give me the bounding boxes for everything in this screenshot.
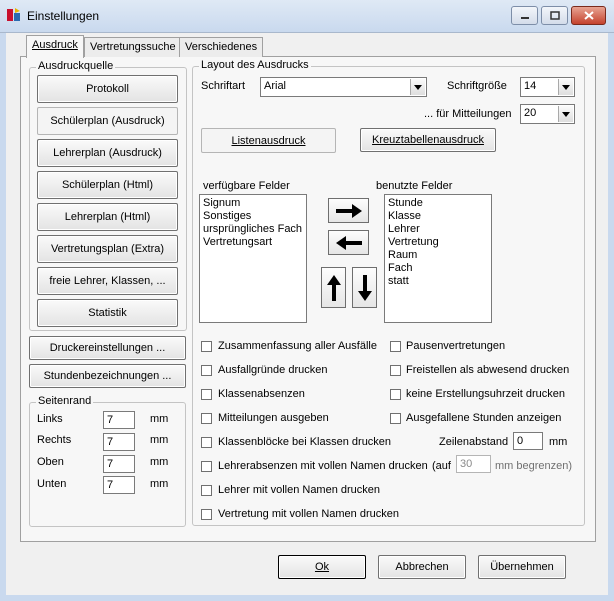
kreuztabellenausdruck-button[interactable] — [360, 128, 496, 152]
button-label: Abbrechen — [395, 561, 449, 573]
schriftart-select[interactable] — [260, 77, 427, 97]
schuelerplan-html-button[interactable] — [37, 171, 178, 199]
schuelerplan-ausdruck-button[interactable] — [37, 107, 178, 135]
lehrerplan-ausdruck-button[interactable] — [37, 139, 178, 167]
zusammenfassung-checkbox[interactable] — [201, 341, 212, 352]
arrow-down-icon — [357, 273, 373, 303]
list-item[interactable]: Klasse — [388, 210, 422, 222]
move-right-button[interactable] — [328, 198, 369, 223]
schriftgroesse-label: Schriftgröße — [447, 80, 507, 92]
mitteilungen-checkbox[interactable] — [201, 413, 212, 424]
button-label: Ok — [314, 561, 330, 573]
listenausdruck-button[interactable] — [201, 128, 336, 153]
button-label: Lehrerplan (Html) — [64, 211, 151, 223]
rechts-label: Rechts — [37, 434, 72, 446]
maximize-icon — [550, 11, 560, 20]
druckereinstellungen-button[interactable] — [29, 336, 186, 360]
auf-label: (auf — [432, 460, 451, 472]
schriftart-value: Arial — [264, 80, 287, 92]
unten-input[interactable]: 7 — [103, 476, 135, 494]
button-label: freie Lehrer, Klassen, ... — [49, 275, 166, 287]
arrow-up-icon — [326, 273, 342, 303]
schriftart-label: Schriftart — [201, 80, 246, 92]
button-label: Schülerplan (Ausdruck) — [50, 115, 165, 127]
rechts-unit: mm — [150, 434, 169, 446]
dropdown-arrow[interactable] — [558, 106, 573, 122]
tab-ausdruck[interactable] — [26, 35, 84, 58]
lehrerplan-html-button[interactable] — [37, 203, 178, 231]
tab-vertretungssuche[interactable] — [84, 37, 182, 57]
zeilenabstand-input[interactable]: 0 — [513, 432, 543, 450]
pausenvertretungen-checkbox[interactable] — [390, 341, 401, 352]
oben-label: Oben — [37, 456, 64, 468]
button-label: Schülerplan (Html) — [61, 179, 154, 191]
tab-label: Vertretungssuche — [90, 41, 176, 53]
freie-lehrer-button[interactable] — [37, 267, 178, 295]
list-item[interactable]: Raum — [388, 249, 418, 261]
list-item[interactable]: statt — [388, 275, 409, 287]
begrenzen-label: mm begrenzen) — [495, 460, 573, 472]
ausfallgruende-checkbox[interactable] — [201, 365, 212, 376]
benutzt-label: benutzte Felder — [376, 180, 453, 192]
move-left-button[interactable] — [328, 230, 369, 255]
verfuegbar-label: verfügbare Felder — [203, 180, 290, 192]
rechts-input[interactable]: 7 — [103, 433, 135, 451]
lehrer-namen-label: Lehrer mit vollen Namen drucken — [218, 484, 381, 496]
maximize-button[interactable] — [541, 6, 568, 25]
button-label: Druckereinstellungen ... — [49, 342, 166, 354]
erstellungsuhrzeit-label: keine Erstellungsuhrzeit drucken — [406, 388, 565, 400]
list-item[interactable]: Sonstiges — [203, 210, 252, 222]
ausgefallene-stunden-label: Ausgefallene Stunden anzeigen — [406, 412, 562, 424]
list-item[interactable]: Signum — [203, 197, 241, 209]
list-item[interactable]: Vertretungsart — [203, 236, 273, 248]
minimize-icon — [520, 12, 530, 20]
ausdruckquelle-label: Ausdruckquelle — [38, 60, 114, 72]
links-input[interactable]: 7 — [103, 411, 135, 429]
lehrerabsenzen-checkbox[interactable] — [201, 461, 212, 472]
links-unit: mm — [150, 413, 169, 425]
move-down-button[interactable] — [352, 267, 377, 308]
button-label: Übernehmen — [490, 561, 554, 573]
unten-label: Unten — [37, 478, 67, 490]
freistellen-checkbox[interactable] — [390, 365, 401, 376]
lehrer-namen-checkbox[interactable] — [201, 485, 212, 496]
protokoll-button[interactable] — [37, 75, 178, 103]
oben-input[interactable]: 7 — [103, 455, 135, 473]
klassenbloecke-checkbox[interactable] — [201, 437, 212, 448]
klassenabsenzen-checkbox[interactable] — [201, 389, 212, 400]
chevron-down-icon — [414, 85, 422, 90]
uebernehmen-button[interactable] — [478, 555, 566, 579]
verfuegbar-listbox[interactable] — [199, 194, 307, 323]
zeilenabstand-label: Zeilenabstand — [439, 436, 509, 448]
klassenabsenzen-label: Klassenabsenzen — [218, 388, 305, 400]
benutzt-listbox[interactable] — [384, 194, 492, 323]
tab-label: Verschiedenes — [185, 41, 258, 53]
close-button[interactable] — [571, 6, 606, 25]
mitteilungen-value: 20 — [524, 107, 537, 119]
layout-label: Layout des Ausdrucks — [201, 59, 309, 71]
app-icon — [6, 7, 22, 23]
list-item[interactable]: Fach — [388, 262, 413, 274]
ok-button[interactable] — [278, 555, 366, 579]
pausenvertretungen-label: Pausenvertretungen — [406, 340, 506, 352]
window-title: Einstellungen — [27, 9, 100, 23]
button-label: Lehrerplan (Ausdruck) — [53, 147, 162, 159]
lehrerabsenzen-label: Lehrerabsenzen mit vollen Namen drucken — [218, 460, 428, 472]
tab-label: Ausdruck — [32, 39, 78, 51]
stundenbezeichnungen-button[interactable] — [29, 364, 186, 388]
statistik-button[interactable] — [37, 299, 178, 327]
oben-unit: mm — [150, 456, 169, 468]
button-label: Protokoll — [86, 83, 129, 95]
zeilenabstand-unit: mm — [549, 436, 568, 448]
tab-verschiedenes[interactable] — [179, 37, 263, 57]
arrow-right-icon — [334, 203, 364, 219]
erstellungsuhrzeit-checkbox[interactable] — [390, 389, 401, 400]
mitteilungen-label: ... für Mitteilungen — [424, 108, 512, 120]
button-label: Vertretungsplan (Extra) — [50, 243, 165, 255]
close-icon — [584, 11, 594, 20]
chevron-down-icon — [562, 112, 570, 117]
abbrechen-button[interactable] — [378, 555, 466, 579]
zusammenfassung-label: Zusammenfassung aller Ausfälle — [218, 340, 377, 352]
schriftgroesse-value: 14 — [524, 80, 537, 92]
schriftgroesse-select[interactable] — [520, 77, 575, 97]
button-label: Statistik — [88, 307, 127, 319]
dropdown-arrow[interactable] — [558, 79, 573, 95]
list-item[interactable]: Vertretung — [388, 236, 439, 248]
chevron-down-icon — [562, 85, 570, 90]
seitenrand-label: Seitenrand — [38, 395, 92, 407]
minimize-button[interactable] — [511, 6, 538, 25]
list-item[interactable]: ursprüngliches Fach — [203, 223, 303, 235]
button-label: Listenausdruck — [231, 134, 306, 147]
freistellen-label: Freistellen als abwesend drucken — [406, 364, 570, 376]
unten-unit: mm — [150, 478, 169, 490]
vertretung-namen-label: Vertretung mit vollen Namen drucken — [218, 508, 399, 520]
button-label: Kreuztabellenausdruck — [372, 134, 484, 146]
ausgefallene-stunden-checkbox[interactable] — [390, 413, 401, 424]
ausfallgruende-label: Ausfallgründe drucken — [218, 364, 328, 376]
klassenbloecke-label: Klassenblöcke bei Klassen drucken — [218, 436, 392, 448]
title-bar[interactable] — [0, 0, 614, 33]
mitteilungen-ausgeben-label: Mitteilungen ausgeben — [218, 412, 329, 424]
mitteilungen-select[interactable] — [520, 104, 575, 124]
links-label: Links — [37, 413, 63, 425]
move-up-button[interactable] — [321, 267, 346, 308]
vertretungsplan-extra-button[interactable] — [37, 235, 178, 263]
auf-input[interactable]: 30 — [456, 455, 491, 473]
list-item[interactable]: Stunde — [388, 197, 423, 209]
dropdown-arrow[interactable] — [410, 79, 425, 95]
arrow-left-icon — [334, 235, 364, 251]
button-label: Stundenbezeichnungen ... — [43, 370, 172, 382]
list-item[interactable]: Lehrer — [388, 223, 420, 235]
vertretung-namen-checkbox[interactable] — [201, 509, 212, 520]
